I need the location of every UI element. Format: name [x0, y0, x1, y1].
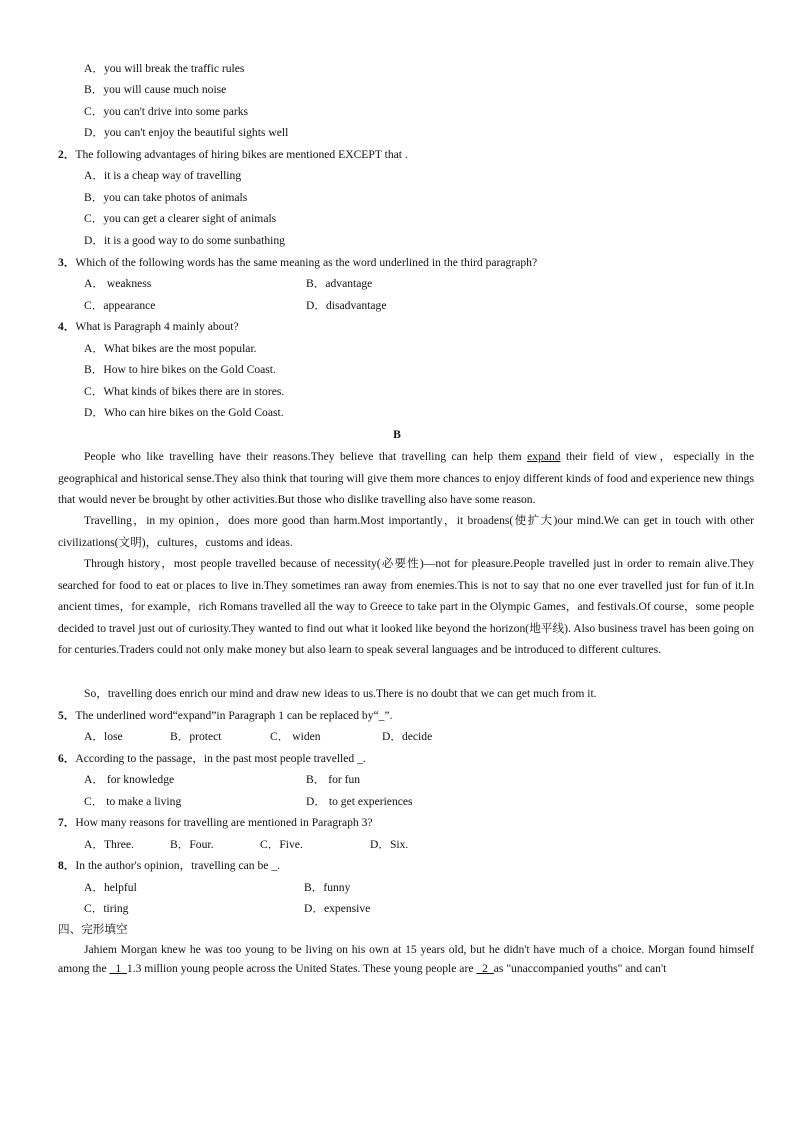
q5-option-d: D．decide [382, 730, 433, 743]
q8-option-a: A．helpful [84, 881, 137, 894]
passage-b-paragraph-4: So，travelling does enrich our mind and draw new ideas to us.There is no doubt that we can get much from it. [84, 687, 597, 700]
passage-b-paragraph-1 [58, 446, 754, 511]
question-3 [58, 256, 537, 270]
q4-option-d: D．Who can hire bikes on the Gold Coast. [84, 406, 284, 419]
q3-option-c: C．appearance [84, 299, 156, 312]
question-number: 8． [58, 859, 76, 872]
paragraph-text: their field of view，especially in the geographical and historical sense.They also think that touring will give them more chances to enjoy different kinds of food and experience new things that would never be brought by other activities.But those who dislike travelling also have some reason. [58, 450, 754, 507]
question-number: 5． [58, 709, 76, 722]
q8-option-d: D．expensive [304, 902, 371, 915]
q7-option-c: C．Five. [260, 838, 303, 851]
cloze-blank-1: _1_ [109, 962, 127, 975]
q1-option-b: B．you will cause much noise [84, 83, 227, 96]
question-text: The following advantages of hiring bikes are mentioned EXCEPT that . [75, 148, 408, 161]
question-text: Which of the following words has the same meaning as the word underlined in the third paragraph? [75, 256, 538, 269]
q1-option-d: D．you can't enjoy the beautiful sights well [84, 126, 289, 139]
q2-option-d: D．it is a good way to do some sunbathing [84, 234, 285, 247]
question-5 [58, 709, 392, 723]
q5-option-c: C． widen [270, 730, 321, 743]
section-b-heading: B [393, 428, 401, 441]
question-text: According to the passage，in the past most people travelled _. [75, 752, 366, 765]
q7-option-b: B．Four. [170, 838, 214, 851]
q5-option-b: B．protect [170, 730, 222, 743]
question-7 [58, 816, 373, 830]
q4-option-b: B．How to hire bikes on the Gold Coast. [84, 363, 276, 376]
passage-b-paragraph-2: Travelling，in my opinion，does more good than harm.Most importantly，it broadens(使扩大)our mind.We can get in touch with other civilizations(文明)，cultures，customs and ideas. [58, 514, 754, 549]
q1-option-c: C．you can't drive into some parks [84, 105, 249, 118]
question-8 [58, 859, 280, 873]
question-4 [58, 320, 239, 334]
cloze-text: 1.3 million young people across the United States. These young people are [126, 962, 477, 975]
section-four-heading: 四、完形填空 [58, 923, 128, 936]
q5-option-a: A．lose [84, 730, 123, 743]
q8-option-b: B．funny [304, 881, 351, 894]
q3-option-b: B．advantage [306, 277, 373, 290]
q7-option-d: D．Six. [370, 838, 409, 851]
question-number: 4． [58, 320, 76, 333]
question-number: 2． [58, 148, 76, 161]
cloze-text: as "unaccompanied youths" and can't [493, 962, 667, 975]
q6-option-c: C． to make a living [84, 795, 182, 808]
q2-option-a: A．it is a cheap way of travelling [84, 169, 242, 182]
question-2 [58, 148, 408, 162]
q8-option-c: C．tiring [84, 902, 129, 915]
q4-option-c: C．What kinds of bikes there are in stores. [84, 385, 285, 398]
q3-option-a: A． weakness [84, 277, 152, 290]
underlined-word-expand: expand [527, 450, 561, 463]
question-number: 7． [58, 816, 76, 829]
passage-b-paragraph-3: Through history，most people travelled because of necessity(必要性)—not for pleasure.People travelled just in order to remain alive.They searched for food to eat or places to live in.They sometimes ran away from enemies.This is not to say that no one ever travelled just for fun of it.In ancient times，for example，rich Romans travelled all the way to Greece to take part in the Olympic Games，and festivals.Of course，some people decided to travel just out of curiosity.They wanted to find out what it looked like beyond the horizon(地平线). Also business travel has been going on for centuries.Traders could not only make money but also learn to speak several languages and be introduced to different cultures. [58, 557, 754, 657]
question-6 [58, 752, 366, 766]
question-number: 3． [58, 256, 76, 269]
cloze-text: Jahiem Morgan knew he was too young to be living on his own at 15 years old, but he didn't have much of a choice. Morgan found himself among the [58, 943, 754, 975]
q4-option-a: A．What bikes are the most popular. [84, 342, 257, 355]
question-text: The underlined word“expand”in Paragraph 1 can be replaced by“_”. [75, 709, 393, 722]
q6-option-b: B． for fun [306, 773, 361, 786]
q6-option-d: D． to get experiences [306, 795, 413, 808]
q2-option-c: C．you can get a clearer sight of animals [84, 212, 277, 225]
q1-option-a: A．you will break the traffic rules [84, 62, 245, 75]
q2-option-b: B．you can take photos of animals [84, 191, 248, 204]
question-number: 6． [58, 752, 76, 765]
question-text: How many reasons for travelling are mentioned in Paragraph 3? [75, 816, 373, 829]
q3-option-d: D．disadvantage [306, 299, 387, 312]
q7-option-a: A．Three. [84, 838, 134, 851]
q6-option-a: A． for knowledge [84, 773, 175, 786]
paragraph-text: People who like travelling have their reasons.They believe that travelling can help them [84, 450, 528, 463]
question-text: What is Paragraph 4 mainly about? [75, 320, 239, 333]
cloze-passage [58, 940, 754, 978]
question-text: In the author's opinion，travelling can be _. [75, 859, 281, 872]
cloze-blank-2: _2_ [476, 962, 494, 975]
